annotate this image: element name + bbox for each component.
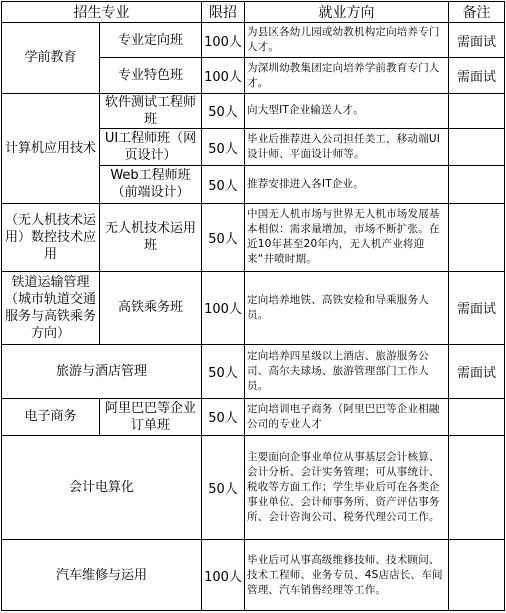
direction-cell: 定向培养地铁、高铁安检和导乘服务人员。 <box>245 272 449 345</box>
table-row <box>2 203 505 272</box>
note-cell <box>449 399 505 435</box>
quota-cell: 100人 <box>202 540 245 611</box>
note-cell: 需面试 <box>449 23 505 58</box>
quota-cell: 50人 <box>202 203 245 272</box>
class-cell: 高铁乘务班 <box>100 272 202 345</box>
note-cell: 需面试 <box>449 58 505 93</box>
table-row <box>2 23 505 58</box>
note-cell <box>449 203 505 272</box>
major-cell: 铁道运输管理（城市轨道交通服务与高铁乘务方向） <box>2 272 100 345</box>
quota-cell: 100人 <box>202 272 245 345</box>
note-cell: 需面试 <box>449 272 505 345</box>
major-cell: 旅游与酒店管理 <box>2 344 202 398</box>
direction-cell: 中国无人机市场与世界无人机市场发展基本相似：需求量增加，市场不断扩张。在近10年甚至20年内，无人机产业将迎来“井喷时期。 <box>245 203 449 272</box>
class-cell: 无人机技术运用班 <box>100 203 202 272</box>
note-cell: 需面试 <box>449 344 505 398</box>
quota-cell: 50人 <box>202 129 245 166</box>
header-quota: 限招 <box>202 2 245 23</box>
class-cell: Web工程师班（前端设计） <box>100 166 202 203</box>
table-row <box>2 344 505 398</box>
direction-cell: 为县区各幼儿园或幼教机构定向培养专门人才。 <box>245 23 449 58</box>
direction-cell: 定向培训电子商务（阿里巴巴等企业相融公司的专业人才 <box>245 399 449 435</box>
note-cell <box>449 540 505 611</box>
major-cell: （无人机技术运用）数控技术应用 <box>2 203 100 272</box>
class-cell: 专业特色班 <box>100 58 202 93</box>
note-cell <box>449 129 505 166</box>
class-cell: 专业定向班 <box>100 23 202 58</box>
direction-cell: 毕业后推荐进入公司担任美工，移动端UI设计师、平面设计师等。 <box>245 129 449 166</box>
direction-cell: 毕业后可从事高级维修技师、技术顾问、技术工程师、业务专员、4S店店长、车间管理、汽车销售经理等工作。 <box>245 540 449 611</box>
major-cell: 电子商务 <box>2 399 100 435</box>
header-row <box>2 2 505 23</box>
note-cell <box>449 93 505 128</box>
direction-cell: 向大型IT企业输送人才。 <box>245 93 449 128</box>
quota-cell: 50人 <box>202 435 245 540</box>
class-cell: 阿里巴巴等企业订单班 <box>100 399 202 435</box>
class-cell: UI工程师班（网页设计） <box>100 129 202 166</box>
direction-cell: 为深圳幼教集团定向培养学前教育专门人才。 <box>245 58 449 93</box>
major-cell: 会计电算化 <box>2 435 202 540</box>
quota-cell: 50人 <box>202 93 245 128</box>
quota-cell: 50人 <box>202 166 245 203</box>
quota-cell: 50人 <box>202 399 245 435</box>
header-direction: 就业方向 <box>245 2 449 23</box>
direction-cell: 主要面向企事业单位从事基层会计核算、会计分析、会计实务管理；可从事统计、税收等方面工作；学生毕业后可在各类企事业单位、会计师事务所、资产评估事务所、会计咨询公司、税务代理公司工作。 <box>245 435 449 540</box>
major-cell: 汽车维修与运用 <box>2 540 202 611</box>
table-row <box>2 93 505 128</box>
table-row <box>2 540 505 611</box>
class-cell: 软件测试工程师班 <box>100 93 202 128</box>
enrollment-table <box>1 1 505 611</box>
major-cell: 计算机应用技术 <box>2 93 100 203</box>
header-note: 备注 <box>449 2 505 23</box>
table-row <box>2 399 505 435</box>
quota-cell: 100人 <box>202 23 245 58</box>
direction-cell: 推荐安排进入各IT企业。 <box>245 166 449 203</box>
table-row <box>2 272 505 345</box>
quota-cell: 100人 <box>202 58 245 93</box>
note-cell <box>449 435 505 540</box>
header-major: 招生专业 <box>2 2 202 23</box>
direction-cell: 定向培养四星级以上酒店、旅游服务公司、高尔夫球场、旅游管理部门工作人员。 <box>245 344 449 398</box>
table-row <box>2 435 505 540</box>
quota-cell: 50人 <box>202 344 245 398</box>
note-cell <box>449 166 505 203</box>
major-cell: 学前教育 <box>2 23 100 94</box>
